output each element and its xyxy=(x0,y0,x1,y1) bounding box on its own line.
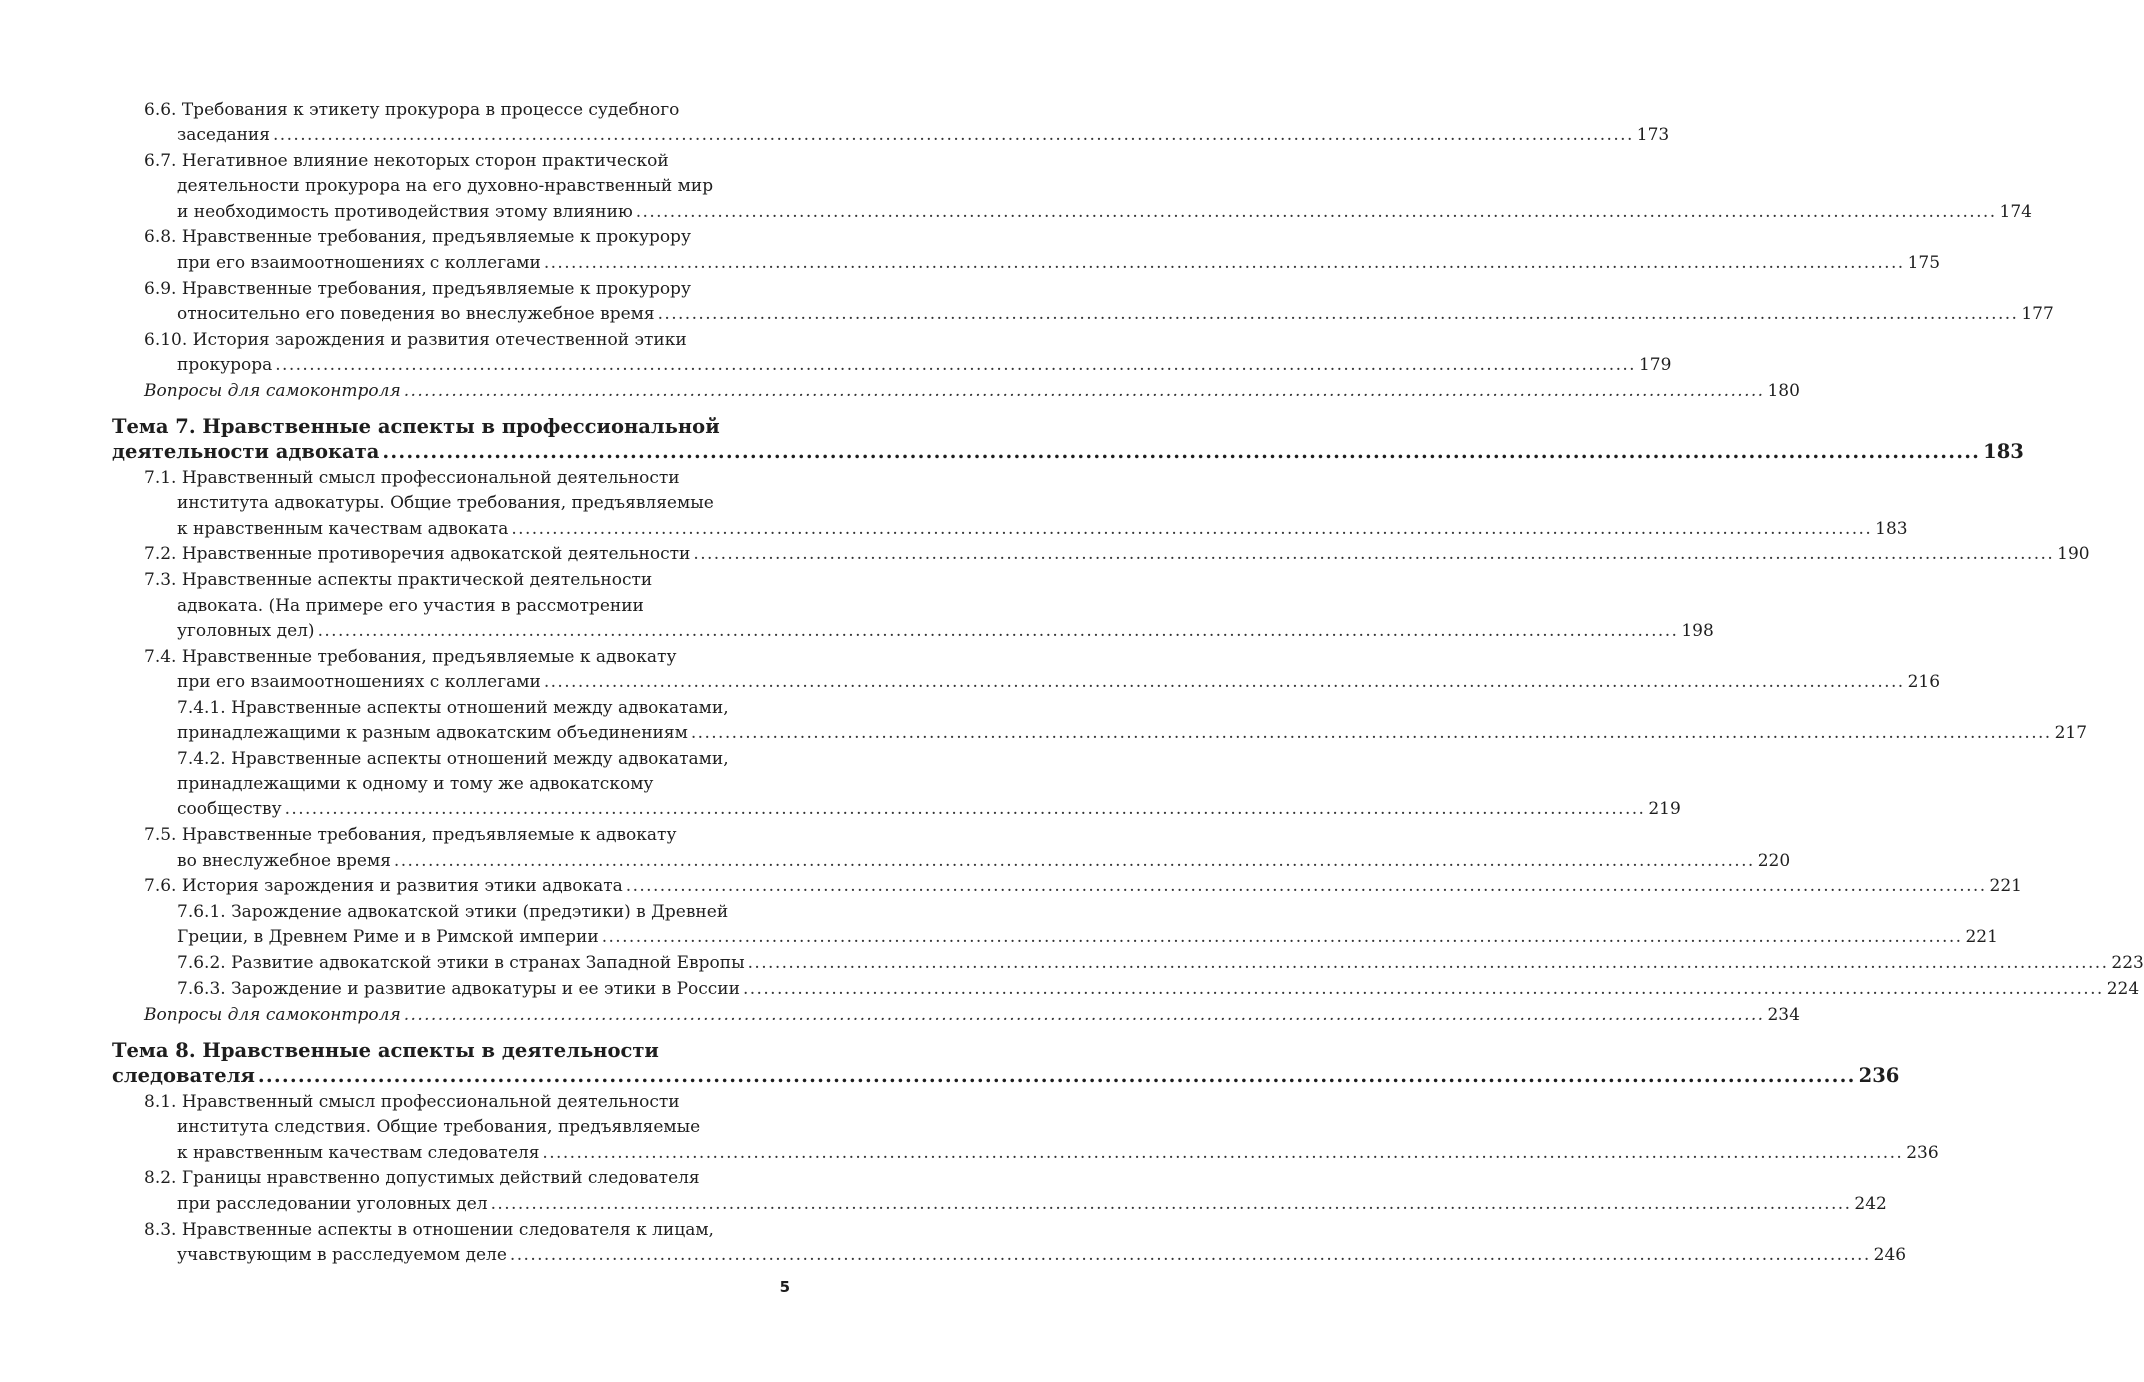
toc-entry-text-line: сообществу xyxy=(177,799,282,820)
dot-leader: ........................................................................................................................................................................................................ xyxy=(403,1004,1765,1025)
toc-entry-last-line xyxy=(144,670,1941,695)
toc-entry-text-line: следователя xyxy=(112,1064,255,1088)
toc-page-number: 216 xyxy=(1907,671,1941,692)
toc-section-entry[interactable] xyxy=(112,823,1791,874)
toc-entry-last-line xyxy=(177,925,1998,950)
toc-entry-last-line xyxy=(177,977,2140,1002)
toc-subsubsection-entry[interactable] xyxy=(112,977,2140,1002)
toc-entry-last-line xyxy=(112,1063,1900,1088)
dot-leader: ........................................................................................................................................................................................................ xyxy=(543,252,1905,273)
toc-entry-text-line: деятельности адвоката xyxy=(112,440,380,464)
toc-entry-text-line: 7.2. Нравственные противоречия адвокатской деятельности xyxy=(144,544,691,565)
toc-entry-text-line: 6.9. Нравственные требования, предъявляемые к прокурору xyxy=(144,278,691,299)
toc-entry-last-line xyxy=(144,200,2032,225)
toc-entry-text-line: 7.4.1. Нравственные аспекты отношений между адвокатами, xyxy=(177,697,729,718)
toc-entry-last-line xyxy=(144,517,1908,542)
toc-entry-text-line: при расследовании уголовных дел xyxy=(177,1193,488,1214)
toc-entry-last-line xyxy=(144,1003,1800,1028)
toc-entry-last-line xyxy=(144,619,1714,644)
toc-page-number: 175 xyxy=(1907,252,1941,273)
toc-entry-last-line xyxy=(144,353,1672,378)
toc-entry-text-line: во внеслужебное время xyxy=(177,850,391,871)
toc-entry-text-line: 8.2. Границы нравственно допустимых действий следователя xyxy=(144,1168,700,1189)
toc-entry-text-line: к нравственным качествам адвоката xyxy=(177,518,509,539)
toc-page-number: 236 xyxy=(1906,1142,1939,1163)
toc-entry-text-line: 6.7. Негативное влияние некоторых сторон практической xyxy=(144,151,669,172)
toc-page-number: 180 xyxy=(1767,380,1800,401)
dot-leader: ........................................................................................................................................................................................................ xyxy=(693,544,2055,565)
toc-section-entry[interactable] xyxy=(112,1166,1887,1217)
dot-leader: ........................................................................................................................................................................................................ xyxy=(690,723,2052,744)
toc-section-entry[interactable] xyxy=(112,466,1908,542)
toc-entry-text-line: Вопросы для самоконтроля xyxy=(144,380,401,401)
toc-page-number: 190 xyxy=(2057,544,2090,565)
toc-subsubsection-entry[interactable] xyxy=(112,747,1681,823)
toc-section-entry[interactable] xyxy=(112,277,2054,328)
toc-entry-last-line xyxy=(144,251,1941,276)
dot-leader: ........................................................................................................................................................................................................ xyxy=(542,1142,1904,1163)
toc-entry-text-line: 8.3. Нравственные аспекты в отношении следователя к лицам, xyxy=(144,1219,714,1240)
toc-page-number: 242 xyxy=(1854,1193,1887,1214)
dot-leader: ........................................................................................................................................................................................................ xyxy=(511,518,1873,539)
toc-section-entry[interactable] xyxy=(112,1218,1907,1269)
toc-section-entry[interactable] xyxy=(112,645,1941,696)
toc-entry-last-line xyxy=(144,123,1670,148)
toc-subsubsection-entry[interactable] xyxy=(112,951,2144,976)
toc-entry-text-line: принадлежащими к одному и тому же адвокатскому xyxy=(177,774,654,795)
dot-leader: ........................................................................................................................................................................................................ xyxy=(382,440,1981,464)
toc-entry-text-line: 6.10. История зарождения и развития отечественной этики xyxy=(144,329,687,350)
toc-entry-text-line: деятельности прокурора на его духовно-нравственный мир xyxy=(177,176,714,197)
toc-entry-text-line: к нравственным качествам следователя xyxy=(177,1142,540,1163)
table-of-contents xyxy=(112,98,2144,1269)
toc-subsubsection-entry[interactable] xyxy=(112,900,1998,951)
dot-leader: ........................................................................................................................................................................................................ xyxy=(601,927,1963,948)
toc-entry-text-line: 7.6.1. Зарождение адвокатской этики (предэтики) в Древней xyxy=(177,902,729,923)
toc-entry-text-line: 6.6. Требования к этикету прокурора в процессе судебного xyxy=(144,100,680,120)
toc-entry-text-line: 8.1. Нравственный смысл профессиональной деятельности xyxy=(144,1092,680,1113)
toc-entry-text-line: прокурора xyxy=(177,354,273,375)
toc-entry-text-line: учавствующим в расследуемом деле xyxy=(177,1244,507,1265)
dot-leader: ........................................................................................................................................................................................................ xyxy=(403,380,1765,401)
dot-leader: ........................................................................................................................................................................................................ xyxy=(509,1244,1871,1265)
dot-leader: ........................................................................................................................................................................................................ xyxy=(747,953,2109,974)
toc-entry-last-line xyxy=(144,874,2022,899)
toc-page-number: 221 xyxy=(1989,876,2022,897)
toc-entry-last-line xyxy=(177,721,2088,746)
toc-subsubsection-entry[interactable] xyxy=(112,696,2088,747)
toc-entry-text-line: при его взаимоотношениях с коллегами xyxy=(177,671,541,692)
toc-page-number: 173 xyxy=(1636,125,1670,146)
toc-entry-text-line: принадлежащими к разным адвокатским объединениям xyxy=(177,723,688,744)
toc-entry-text-line: относительно его поведения во внеслужебное время xyxy=(177,303,655,324)
toc-entry-last-line xyxy=(144,379,1800,404)
toc-entry-text-line: Тема 7. Нравственные аспекты в профессиональной xyxy=(112,415,720,439)
dot-leader: ........................................................................................................................................................................................................ xyxy=(625,876,1987,897)
dot-leader: ........................................................................................................................................................................................................ xyxy=(543,671,1905,692)
dot-leader: ........................................................................................................................................................................................................ xyxy=(635,201,1997,222)
toc-entry-last-line xyxy=(144,1141,1939,1166)
toc-entry-text-line: 7.4.2. Нравственные аспекты отношений между адвокатами, xyxy=(177,748,729,769)
dot-leader: ........................................................................................................................................................................................................ xyxy=(393,850,1755,871)
toc-entry-text-line: Греции, в Древнем Риме и в Римской империи xyxy=(177,927,599,948)
dot-leader: ........................................................................................................................................................................................................ xyxy=(284,799,1646,820)
toc-section-entry[interactable] xyxy=(112,542,2090,567)
dot-leader: ........................................................................................................................................................................................................ xyxy=(272,125,1634,146)
toc-page-number: 224 xyxy=(2106,979,2140,999)
toc-entry-last-line xyxy=(112,439,2024,464)
toc-entry-text-line: института следствия. Общие требования, предъявляемые xyxy=(177,1117,701,1138)
toc-questions-entry[interactable] xyxy=(112,379,1800,404)
toc-page-number: 220 xyxy=(1757,850,1791,871)
toc-entry-last-line xyxy=(177,951,2144,976)
toc-entry-last-line xyxy=(144,302,2054,327)
toc-entry-text-line: 7.3. Нравственные аспекты практической деятельности xyxy=(144,570,653,591)
toc-entry-text-line: 7.6.2. Развитие адвокатской этики в странах Западной Европы xyxy=(177,953,745,974)
toc-entry-text-line: 7.6.3. Зарождение и развитие адвокатуры и ее этики в России xyxy=(177,979,740,999)
toc-entry-text-line: 7.4. Нравственные требования, предъявляемые к адвокату xyxy=(144,646,677,667)
toc-entry-text-line: 7.6. История зарождения и развития этики адвоката xyxy=(144,876,623,897)
page-number: 5 xyxy=(779,1278,790,1296)
toc-page-number: 174 xyxy=(1999,201,2032,222)
toc-entry-text-line: уголовных дел) xyxy=(177,620,315,641)
toc-entry-text-line: 7.5. Нравственные требования, предъявляемые к адвокату xyxy=(144,825,677,846)
toc-page-number: 234 xyxy=(1767,1004,1800,1025)
toc-page-number: 246 xyxy=(1873,1244,1907,1265)
toc-page-number: 223 xyxy=(2111,953,2144,974)
toc-page-number: 219 xyxy=(1648,799,1681,820)
toc-section-entry[interactable] xyxy=(112,225,1941,276)
toc-entry-last-line xyxy=(144,849,1791,874)
toc-section-entry[interactable] xyxy=(112,568,1714,644)
toc-entry-last-line xyxy=(144,1243,1907,1268)
toc-entry-text-line: Тема 8. Нравственные аспекты в деятельности xyxy=(112,1039,659,1063)
toc-section-entry[interactable] xyxy=(112,149,2032,225)
toc-page-number: 236 xyxy=(1858,1064,1900,1088)
toc-page-number: 183 xyxy=(1983,440,2024,464)
dot-leader: ........................................................................................................................................................................................................ xyxy=(657,303,2019,324)
toc-entry-text-line: Вопросы для самоконтроля xyxy=(144,1004,401,1025)
toc-entry-text-line: и необходимость противодействия этому влиянию xyxy=(177,201,633,222)
dot-leader: ........................................................................................................................................................................................................ xyxy=(257,1064,1856,1088)
dot-leader: ........................................................................................................................................................................................................ xyxy=(742,979,2104,999)
toc-entry-text-line: адвоката. (На примере его участия в рассмотрении xyxy=(177,595,644,616)
toc-entry-text-line: 6.8. Нравственные требования, предъявляемые к прокурору xyxy=(144,227,691,248)
toc-section-entry[interactable] xyxy=(112,98,1670,149)
toc-entry-text-line: института адвокатуры. Общие требования, предъявляемые xyxy=(177,493,714,514)
toc-page-number: 179 xyxy=(1638,354,1672,375)
toc-entry-text-line: заседания xyxy=(177,125,270,146)
toc-entry-text-line: 7.1. Нравственный смысл профессиональной деятельности xyxy=(144,468,680,489)
toc-page-number: 198 xyxy=(1681,620,1714,641)
toc-section-entry[interactable] xyxy=(112,874,2022,899)
toc-page-number: 217 xyxy=(2054,723,2088,744)
dot-leader: ........................................................................................................................................................................................................ xyxy=(275,354,1636,375)
toc-topic-heading[interactable] xyxy=(112,414,2024,464)
toc-entry-last-line xyxy=(177,797,1681,822)
toc-section-entry[interactable] xyxy=(112,328,1672,379)
toc-entry-last-line xyxy=(144,1192,1887,1217)
dot-leader: ........................................................................................................................................................................................................ xyxy=(317,620,1679,641)
toc-entry-last-line xyxy=(144,542,2090,567)
dot-leader: ........................................................................................................................................................................................................ xyxy=(490,1193,1852,1214)
toc-page-number: 177 xyxy=(2021,303,2054,324)
toc-questions-entry[interactable] xyxy=(112,1003,1800,1028)
toc-page-number: 221 xyxy=(1965,927,1998,948)
toc-topic-heading[interactable] xyxy=(112,1038,1900,1088)
toc-section-entry[interactable] xyxy=(112,1090,1939,1166)
toc-page-number: 183 xyxy=(1875,518,1908,539)
toc-entry-text-line: при его взаимоотношениях с коллегами xyxy=(177,252,541,273)
